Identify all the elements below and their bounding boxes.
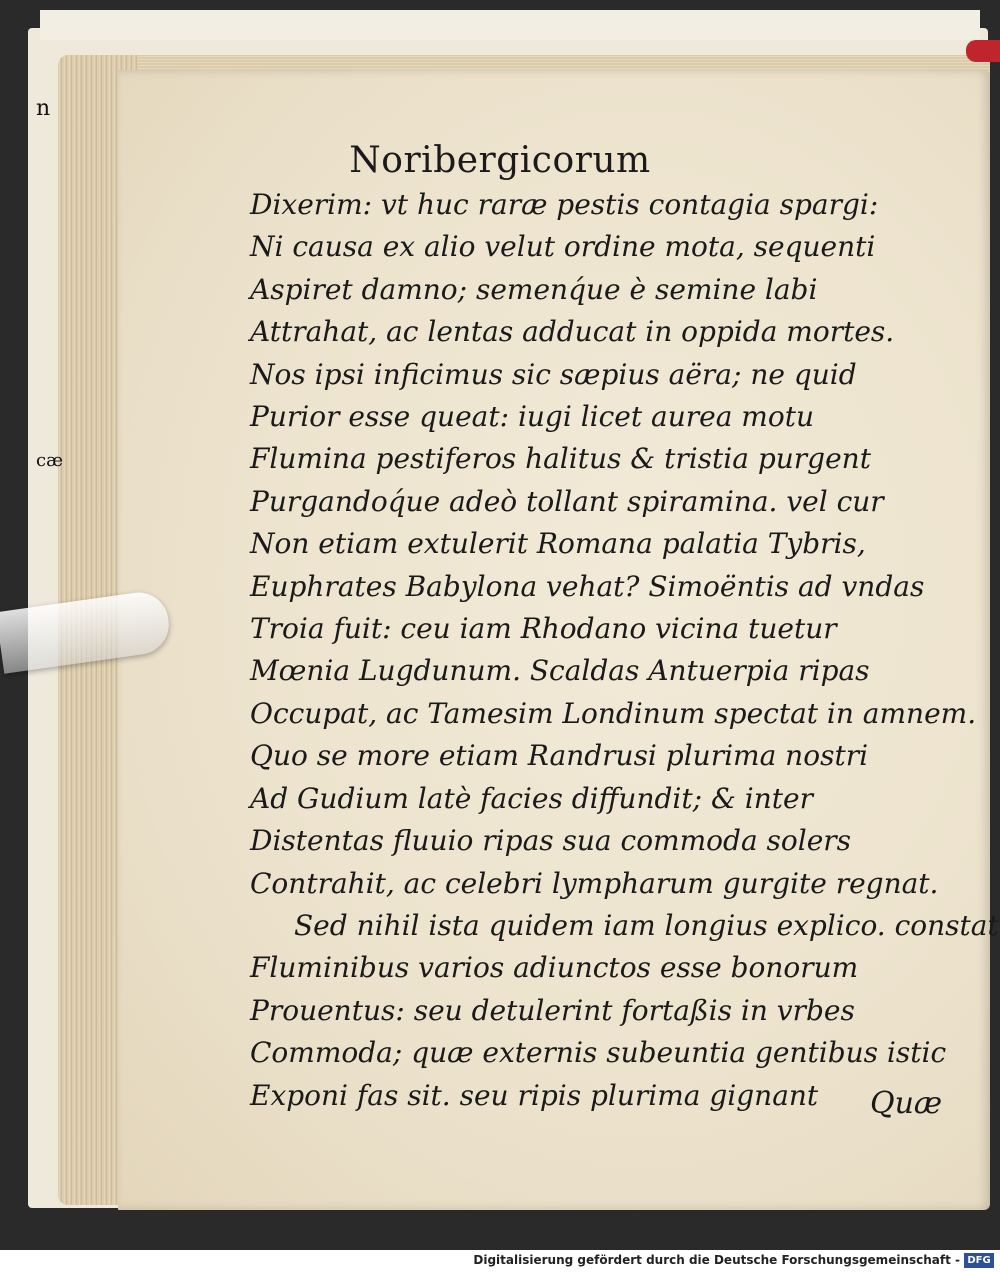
poem-line: Sed nihil ista quidem iam longius explico. constat <box>294 908 999 942</box>
funding-credit: Digitalisierung gefördert durch die Deutsche Forschungsgemeinschaft - <box>473 1253 960 1267</box>
footer-bar <box>0 1250 1000 1272</box>
running-head: Noribergicorum <box>349 140 651 181</box>
poem-line: Purior esse queat: iugi licet aurea motu <box>250 400 814 434</box>
poem-line: Purgandoq́ue adeò tollant spiramina. vel cur <box>250 484 884 518</box>
margin-fragment-top: n <box>36 96 51 121</box>
poem-line: Nos ipsi inficimus sic sæpius aëra; ne quid <box>250 357 857 391</box>
poem-line: Fluminibus varios adiunctos esse bonorum <box>250 951 859 985</box>
poem-line: Ad Gudium latè facies diffundit; & inter <box>250 781 813 815</box>
bookmark-ribbon <box>966 40 1000 62</box>
poem-line: Flumina pestiferos halitus & tristia purgent <box>250 442 871 476</box>
poem-line: Exponi fas sit. seu ripis plurima gignant <box>250 1078 819 1112</box>
poem-line: Dixerim: vt huc raræ pestis contagia spargi: <box>250 188 879 221</box>
poem-line: Quo se more etiam Randrusi plurima nostri <box>250 739 869 773</box>
poem-text <box>250 184 999 1117</box>
poem-line: Prouentus: seu detulerint fortaßis in vrbes <box>250 993 855 1027</box>
poem-line: Contrahit, ac celebri lympharum gurgite regnat. <box>250 866 939 900</box>
poem-line: Commoda; quæ externis subeuntia gentibus istic <box>250 1036 947 1070</box>
poem-line: Occupat, ac Tamesim Londinum spectat in amnem. <box>250 696 977 730</box>
poem-line: Aspiret damno; semenq́ue è semine labi <box>250 272 818 306</box>
poem-line: Attrahat, ac lentas adducat in oppida mortes. <box>250 315 895 349</box>
poem-line: Troia fuit: ceu iam Rhodano vicina tuetur <box>250 612 837 646</box>
poem-line: Euphrates Babylona vehat? Simoëntis ad vndas <box>250 569 925 603</box>
catchword: Quæ <box>870 1086 943 1121</box>
poem-line: Non etiam extulerit Romana palatia Tybris, <box>250 527 866 561</box>
dfg-logo: DFG <box>964 1253 994 1268</box>
poem-line: Mœnia Lugdunum. Scaldas Antuerpia ripas <box>250 654 870 688</box>
poem-line: Distentas fluuio ripas sua commoda solers <box>250 824 852 858</box>
next-page-edge <box>40 10 980 40</box>
poem-line: Ni causa ex alio velut ordine mota, sequenti <box>250 230 876 264</box>
margin-fragment-mid: cæ <box>36 450 63 471</box>
